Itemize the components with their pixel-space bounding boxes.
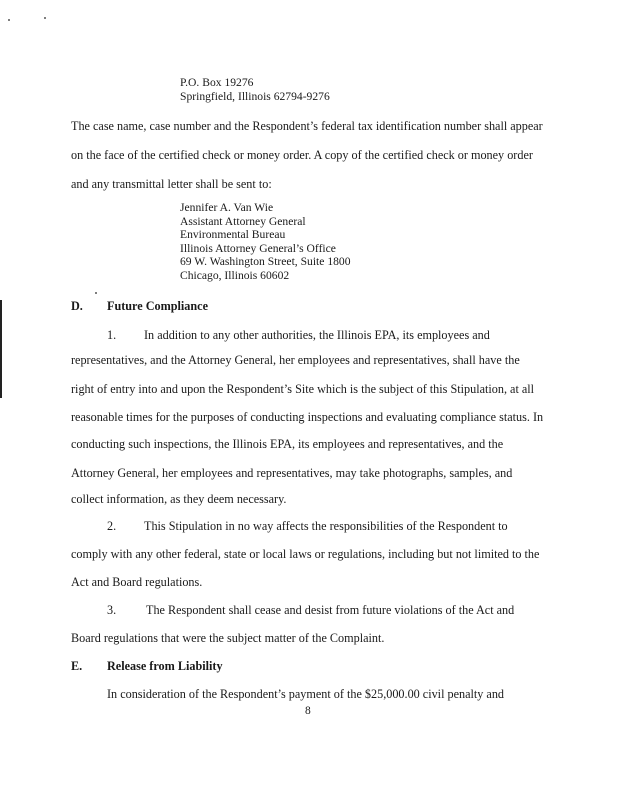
address-line: P.O. Box 19276 <box>180 76 254 89</box>
section-d-letter: D. <box>71 299 83 313</box>
payment-text-line: The case name, case number and the Respondent’s federal tax identification number shall appear <box>71 119 543 133</box>
para2-line: comply with any other federal, state or local laws or regulations, including but not limited to the <box>71 547 540 561</box>
para2-line: This Stipulation in no way affects the responsibilities of the Respondent to <box>144 519 508 533</box>
para3-line: Board regulations that were the subject matter of the Complaint. <box>71 631 385 645</box>
scan-speck <box>8 19 10 21</box>
section-e-letter: E. <box>71 659 83 673</box>
para1-line: right of entry into and upon the Respondent’s Site which is the subject of this Stipulation, at all <box>71 382 535 396</box>
page-number: 8 <box>305 705 311 717</box>
address-block <box>180 76 330 103</box>
release-paragraph-line: In consideration of the Respondent’s payment of the $25,000.00 civil penalty and <box>107 687 505 701</box>
para1-line: representatives, and the Attorney General, her employees and representatives, shall have the <box>71 353 520 367</box>
para3-number: 3. <box>107 603 117 617</box>
scan-speck <box>95 292 97 294</box>
para3-line: The Respondent shall cease and desist from future violations of the Act and <box>146 603 515 617</box>
contact-line: Assistant Attorney General <box>180 214 306 228</box>
contact-line: Chicago, Illinois 60602 <box>180 268 290 282</box>
scan-edge-mark <box>0 300 2 398</box>
section-e-heading: Release from Liability <box>107 659 223 673</box>
para2-line: Act and Board regulations. <box>71 575 203 589</box>
para1-line: conducting such inspections, the Illinois EPA, its employees and representatives, and the <box>71 437 504 451</box>
scan-speck <box>44 17 46 19</box>
contact-line: 69 W. Washington Street, Suite 1800 <box>180 255 351 268</box>
contact-line: Illinois Attorney General’s Office <box>180 241 336 255</box>
para1-number: 1. <box>107 328 117 342</box>
contact-line: Jennifer A. Van Wie <box>180 201 274 214</box>
para1-line: In addition to any other authorities, the Illinois EPA, its employees and <box>144 328 490 342</box>
payment-text-line: on the face of the certified check or money order. A copy of the certified check or money order <box>71 148 533 162</box>
contact-block <box>180 201 351 282</box>
para1-line: reasonable times for the purposes of conducting inspections and evaluating compliance status. In <box>71 410 544 424</box>
para1-line: Attorney General, her employees and representatives, may take photographs, samples, and <box>71 466 513 480</box>
section-d-heading: Future Compliance <box>107 299 208 313</box>
contact-line: Environmental Bureau <box>180 228 286 241</box>
para2-number: 2. <box>107 519 117 533</box>
para1-line: collect information, as they deem necessary. <box>71 492 287 506</box>
payment-text-line: and any transmittal letter shall be sent to: <box>71 177 272 191</box>
address-line: Springfield, Illinois 62794-9276 <box>180 89 330 103</box>
